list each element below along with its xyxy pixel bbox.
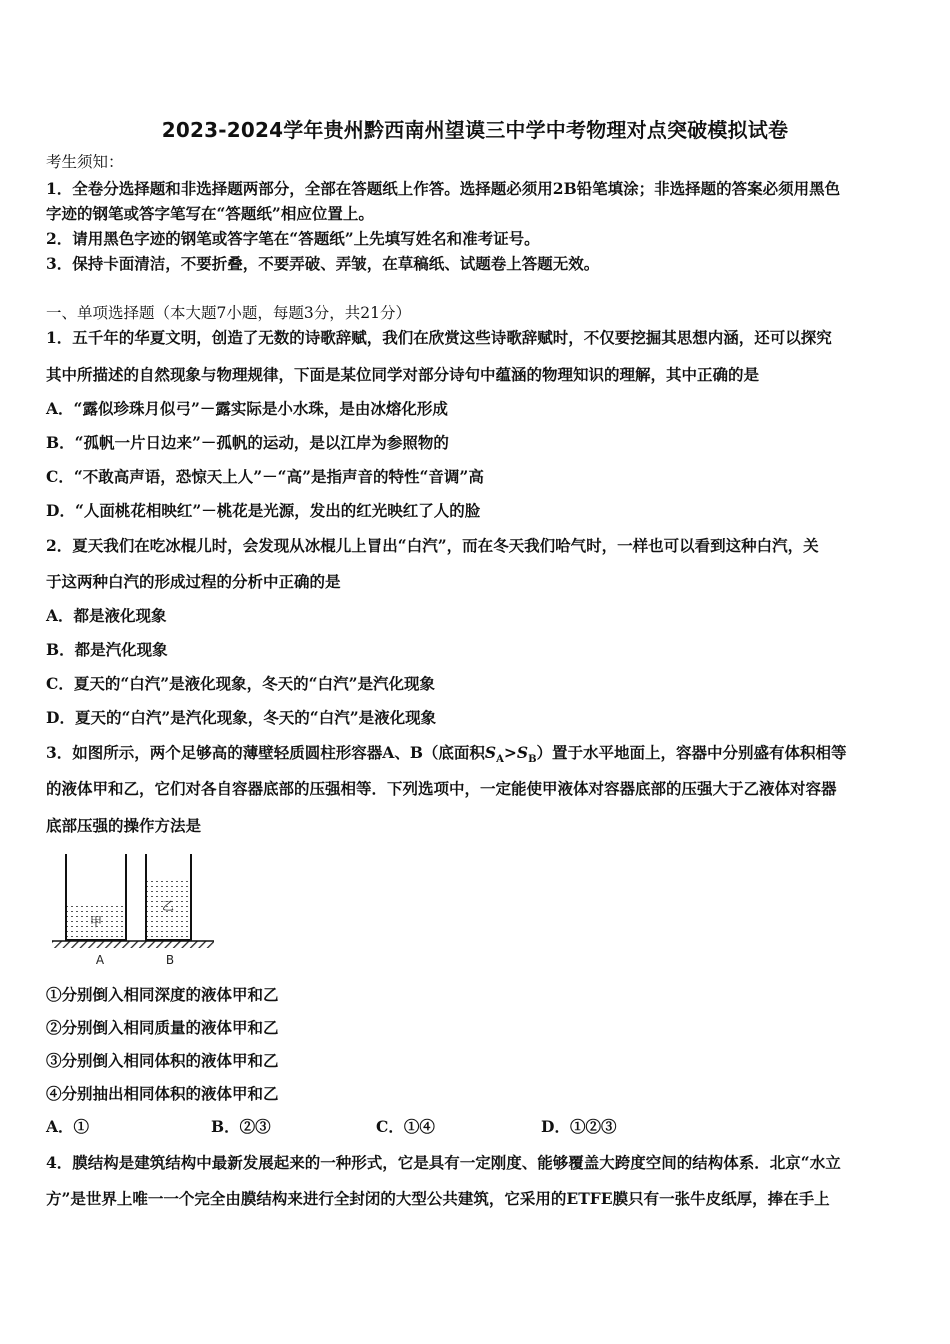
q3-option-c: C．①④ (376, 1117, 435, 1136)
q1-option-d: D．“人面桃花相映红”－桃花是光源，发出的红光映红了人的脸 (46, 501, 481, 520)
notice-heading: 考生须知： (46, 153, 124, 171)
section-heading: 一、单项选择题（本大题7小题，每题3分，共21分） (46, 304, 411, 322)
container-a-label: A (95, 953, 105, 967)
liquid-a-label: 甲 (89, 915, 103, 929)
notice-item: 字迹的钢笔或答字笔写在“答题纸”相应位置上。 (46, 204, 374, 223)
ground (52, 941, 214, 948)
q1-option-c: C．“不敢高声语，恐惊天上人”－“高”是指声音的特性“音调”高 (46, 467, 484, 486)
q3-method: ③分别倒入相同体积的液体甲和乙 (46, 1051, 279, 1070)
page-title: 2023-2024学年贵州黔西南州望谟三中学中考物理对点突破模拟试卷 (161, 118, 789, 142)
liquid-b-label: 乙 (161, 899, 175, 913)
q2-stem: 2．夏天我们在吃冰棍儿时，会发现从冰棍儿上冒出“白汽”，而在冬天我们哈气时，一样也可以看到这种白汽，关 (46, 536, 819, 555)
container-figure (50, 850, 220, 970)
q3-method: ①分别倒入相同深度的液体甲和乙 (46, 985, 279, 1004)
q3-options (46, 1117, 706, 1137)
q3-option-d: D．①②③ (541, 1117, 617, 1136)
q2-option-c: C．夏天的“白汽”是液化现象，冬天的“白汽”是汽化现象 (46, 674, 436, 693)
q4-stem: 4．膜结构是建筑结构中最新发展起来的一种形式，它是具有一定刚度、能够覆盖大跨度空间的结构体系．北京“水立 (46, 1153, 841, 1172)
q3-stem: 3．如图所示，两个足够高的薄壁轻质圆柱形容器A、B（底面积$S_A>S_B$）置于水平地面上，容器中分别盛有体积相等 (46, 743, 847, 766)
q3-stem: 底部压强的操作方法是 (46, 816, 202, 835)
q1-option-a: A．“露似珍珠月似弓”－露实际是小水珠，是由冰熔化形成 (46, 399, 448, 418)
q2-option-d: D．夏天的“白汽”是汽化现象，冬天的“白汽”是液化现象 (46, 708, 437, 727)
notice-item: 2．请用黑色字迹的钢笔或答字笔在“答题纸”上先填写姓名和准考证号。 (46, 229, 540, 248)
container-b-label: B (165, 953, 175, 967)
q3-stem: 的液体甲和乙，它们对各自容器底部的压强相等．下列选项中，一定能使甲液体对容器底部的压强大于乙液体对容器 (46, 779, 837, 798)
q1-stem: 1．五千年的华夏文明，创造了无数的诗歌辞赋，我们在欣赏这些诗歌辞赋时，不仅要挖掘其思想内涵，还可以探究 (46, 328, 832, 347)
q2-option-a: A．都是液化现象 (46, 606, 167, 625)
q3-option-a: A．① (46, 1117, 90, 1136)
q2-option-b: B．都是汽化现象 (46, 640, 168, 659)
q4-stem: 方”是世界上唯一一个完全由膜结构来进行全封闭的大型公共建筑，它采用的ETFE膜只有一张牛皮纸厚，捧在手上 (46, 1189, 830, 1208)
q3-method: ④分别抽出相同体积的液体甲和乙 (46, 1084, 279, 1103)
q2-stem: 于这两种白汽的形成过程的分析中正确的是 (46, 572, 341, 591)
q3-method: ②分别倒入相同质量的液体甲和乙 (46, 1018, 279, 1037)
notice-item: 3．保持卡面清洁，不要折叠，不要弄破、弄皱，在草稿纸、试题卷上答题无效。 (46, 254, 600, 273)
q1-stem: 其中所描述的自然现象与物理规律，下面是某位同学对部分诗句中蕴涵的物理知识的理解，其中正确的是 (46, 365, 760, 384)
notice-item: 1．全卷分选择题和非选择题两部分，全部在答题纸上作答。选择题必须用2B铅笔填涂；非选择题的答案必须用黑色 (46, 179, 841, 198)
q1-option-b: B．“孤帆一片日边来”－孤帆的运动，是以江岸为参照物的 (46, 433, 449, 452)
q3-option-b: B．②③ (211, 1117, 271, 1136)
